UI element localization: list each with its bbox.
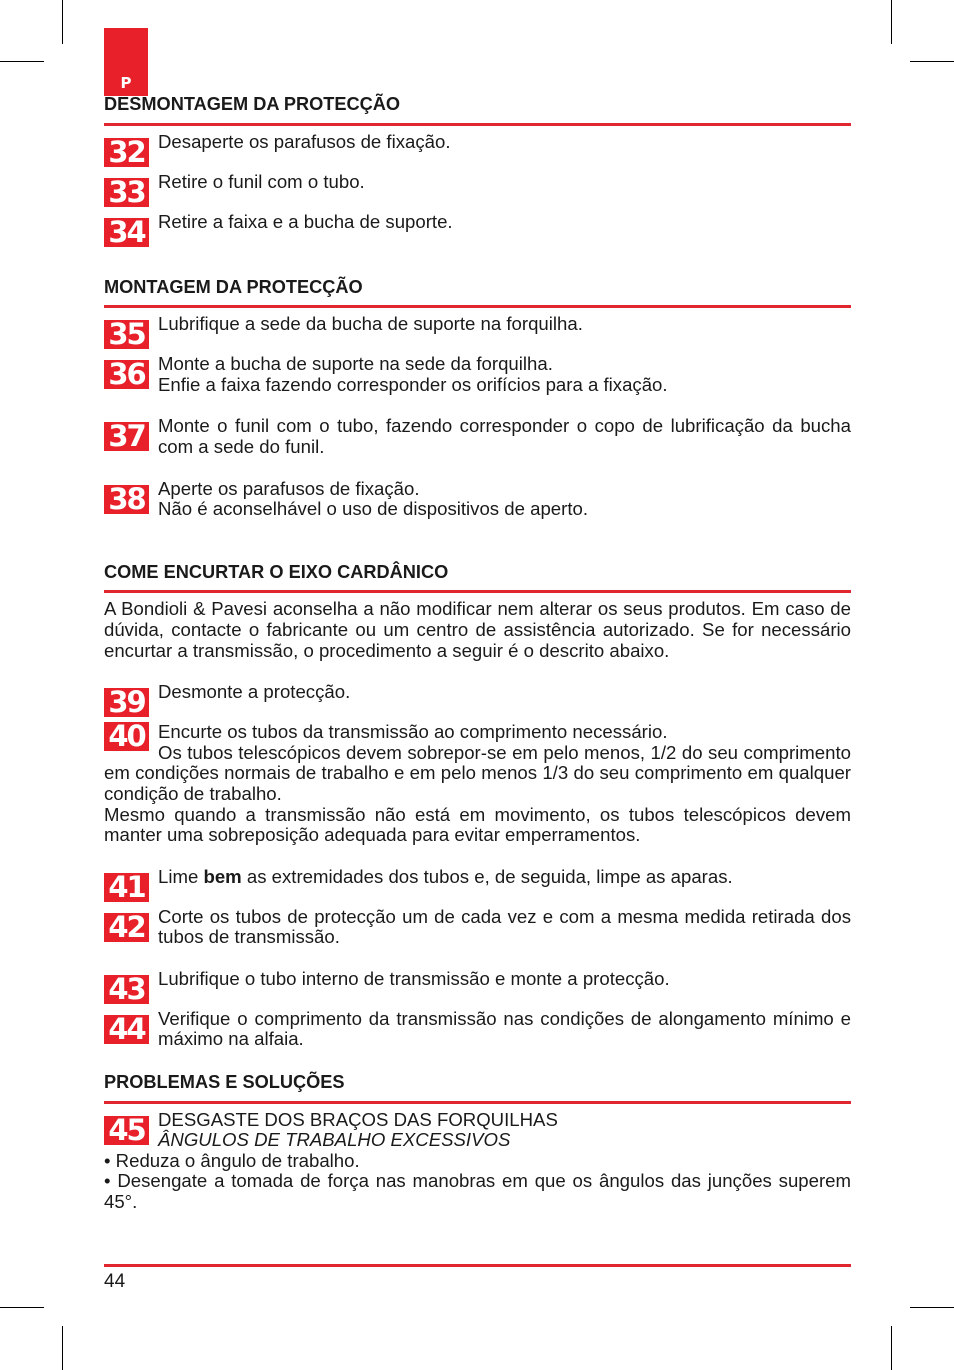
crop-mark (891, 1326, 892, 1370)
language-tab-label: P (120, 74, 132, 92)
step-40 (104, 719, 851, 846)
section-heading: COME ENCURTAR O EIXO CARDÂNICO (104, 562, 851, 594)
section-heading: MONTAGEM DA PROTECÇÃO (104, 277, 851, 309)
step-35 (104, 313, 851, 352)
step-text: Desaperte os parafusos de fixação. (158, 130, 451, 152)
step-number: 43 (104, 975, 149, 1004)
step-text: Lime bem as extremidades dos tubos e, de seguida, limpe as aparas. (158, 865, 733, 887)
crop-mark (910, 61, 954, 62)
crop-mark (0, 61, 44, 62)
step-number: 36 (104, 360, 149, 389)
step-number: 41 (104, 873, 149, 902)
step-34 (104, 210, 851, 249)
step-text: Encurte os tubos da transmissão ao comprimento necessário. (158, 721, 668, 743)
step-43 (104, 967, 851, 1006)
step-text: Retire o funil com o tubo. (158, 170, 365, 192)
step-number: 37 (104, 422, 149, 451)
step-42 (104, 907, 851, 948)
crop-mark (910, 1307, 954, 1308)
problem-title: DESGASTE DOS BRAÇOS DAS FORQUILHAS (158, 1108, 558, 1130)
step-text: Monte a bucha de suporte na sede da forquilha. (158, 353, 553, 375)
step-37 (104, 416, 851, 457)
step-39 (104, 681, 851, 720)
problem-cause: ÂNGULOS DE TRABALHO EXCESSIVOS (158, 1129, 511, 1151)
step-38 (104, 479, 851, 520)
footer-divider (104, 1264, 851, 1267)
step-text: Verifique o comprimento da transmissão nas condições de alongamento mínimo e máximo na alfaia. (158, 1007, 851, 1050)
bullet-item: • Desengate a tomada de força nas manobras em que os ângulos das junções superem 45°. (104, 1170, 851, 1213)
crop-mark (0, 1307, 44, 1308)
step-text: Corte os tubos de protecção um de cada vez e com a mesma medida retirada dos tubos de transmissão. (158, 905, 851, 948)
step-number: 32 (104, 138, 149, 167)
step-text: Lubrifique a sede da bucha de suporte na forquilha. (158, 313, 583, 335)
section-heading: PROBLEMAS E SOLUÇÕES (104, 1072, 851, 1104)
step-text: Mesmo quando a transmissão não está em movimento, os tubos telescópicos devem manter uma sobreposição adequada para evitar emperramentos. (104, 803, 851, 846)
step-45 (104, 1110, 851, 1151)
step-text: Monte o funil com o tubo, fazendo corresponder o copo de lubrificação da bucha com a sede do funil. (158, 415, 851, 457)
step-41 (104, 865, 851, 904)
step-32 (104, 130, 851, 169)
step-number: 44 (104, 1015, 149, 1044)
crop-mark (62, 0, 63, 44)
step-number: 35 (104, 320, 149, 349)
step-number: 42 (104, 913, 149, 942)
step-number: 39 (104, 688, 149, 717)
step-text: Retire a faixa e a bucha de suporte. (158, 210, 453, 232)
crop-mark (62, 1326, 63, 1370)
step-33 (104, 170, 851, 209)
step-text: Lubrifique o tubo interno de transmissão e monte a protecção. (158, 967, 670, 989)
intro-paragraph: A Bondioli & Pavesi aconselha a não modificar nem alterar os seus produtos. Em caso de dúvida, contacte o fabricante ou um centro de assistência autorizado. Se for necessário encurtar a transmissão, o procedimento a seguir é o descrito abaixo. (104, 598, 851, 661)
step-text: Os tubos telescópicos devem sobrepor-se em pelo menos, 1/2 do seu comprimento em condições normais de trabalho e em pelo menos 1/3 do seu comprimento em qualquer condição de trabalho. (104, 741, 851, 804)
step-text: Enfie a faixa fazendo corresponder os orifícios para a fixação. (158, 373, 668, 395)
page-number: 44 (104, 1271, 126, 1292)
language-tab (104, 28, 148, 96)
step-44 (104, 1009, 851, 1050)
step-text: Aperte os parafusos de fixação. (158, 477, 420, 499)
step-number: 34 (104, 218, 149, 247)
step-36 (104, 354, 851, 395)
step-number: 33 (104, 178, 149, 207)
section-heading: DESMONTAGEM DA PROTECÇÃO (104, 94, 851, 126)
step-number: 38 (104, 485, 149, 514)
crop-mark (891, 0, 892, 44)
emphasis: bem (203, 865, 242, 887)
page-content (104, 94, 851, 1213)
step-number: 45 (104, 1116, 149, 1145)
step-number: 40 (104, 722, 149, 751)
step-text: Não é aconselhável o uso de dispositivos de aperto. (158, 498, 588, 520)
bullet-item: • Reduza o ângulo de trabalho. (104, 1149, 360, 1171)
step-text: Desmonte a protecção. (158, 681, 351, 703)
